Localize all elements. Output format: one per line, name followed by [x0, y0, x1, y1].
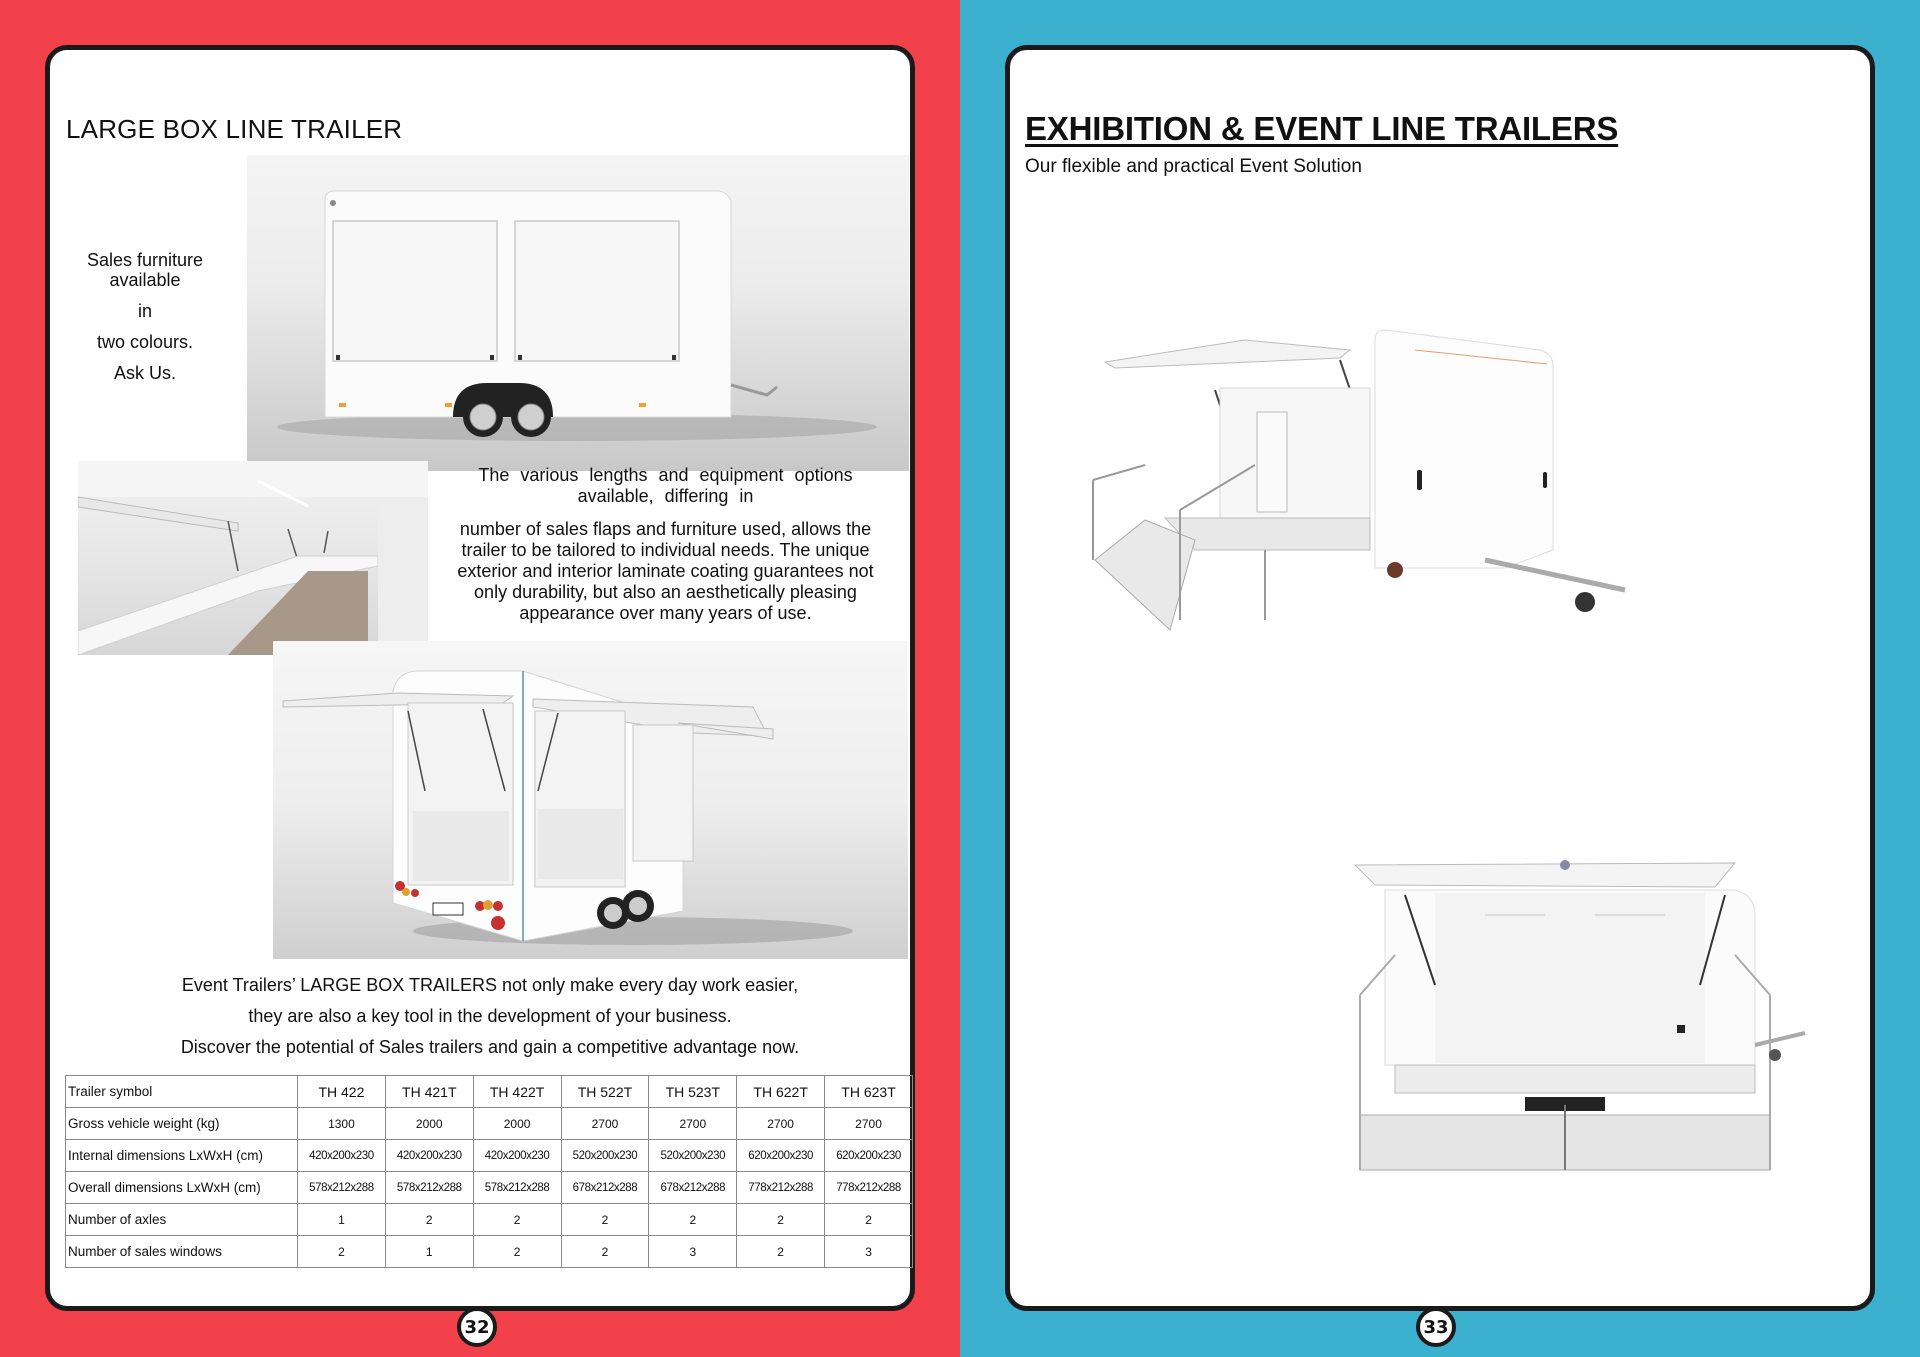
table-cell: 578x212x288	[298, 1172, 386, 1204]
table-cell: 520x200x230	[561, 1140, 649, 1172]
table-cell: 2000	[385, 1108, 473, 1140]
caption-line-1: Event Trailers’ LARGE BOX TRAILERS not only make every day work easier,	[181, 975, 799, 995]
table-cell: 2000	[473, 1108, 561, 1140]
table-row	[66, 1172, 913, 1204]
table-cell: 1300	[298, 1108, 386, 1140]
table-cell: 2	[737, 1204, 825, 1236]
table-cell: 678x212x288	[649, 1172, 737, 1204]
table-row	[66, 1236, 913, 1268]
table-cell: 2700	[737, 1108, 825, 1140]
box-trailer-side-view-image	[247, 155, 909, 471]
table-cell: 620x200x230	[737, 1140, 825, 1172]
table-cell: 420x200x230	[473, 1140, 561, 1172]
page-number-badge: 32	[457, 1307, 497, 1347]
event-trailer-side-stage-image	[1085, 320, 1655, 660]
table-header-cell: TH 421T	[385, 1076, 473, 1108]
table-cell: 778x212x288	[825, 1172, 913, 1204]
row-label: Gross vehicle weight (kg)	[66, 1108, 298, 1140]
caption-line-2: they are also a key tool in the development of your business.	[248, 1006, 732, 1026]
table-cell: 2	[385, 1204, 473, 1236]
description-paragraph-2: number of sales flaps and furniture used, allows the trailer to be tailored to individual needs. The unique exterior and interior laminate coating guarantees not only durability, but also an aesthetically pleasing appearance over many years of use.	[457, 519, 874, 623]
table-row	[66, 1108, 913, 1140]
row-label: Internal dimensions LxWxH (cm)	[66, 1140, 298, 1172]
table-cell: 2	[561, 1204, 649, 1236]
table-header-cell: TH 622T	[737, 1076, 825, 1108]
table-cell: 420x200x230	[298, 1140, 386, 1172]
table-cell: 520x200x230	[649, 1140, 737, 1172]
page-title: LARGE BOX LINE TRAILER	[66, 114, 403, 144]
table-header-cell: TH 623T	[825, 1076, 913, 1108]
table-cell: 2	[473, 1204, 561, 1236]
table-cell: 2	[737, 1236, 825, 1268]
table-cell: 2	[473, 1236, 561, 1268]
description-paragraph-1: The various lengths and equipment options available, differing in	[478, 465, 853, 506]
table-cell: 778x212x288	[737, 1172, 825, 1204]
row-label: Number of sales windows	[66, 1236, 298, 1268]
table-cell: 678x212x288	[561, 1172, 649, 1204]
note-line: available	[109, 270, 181, 290]
row-label: Overall dimensions LxWxH (cm)	[66, 1172, 298, 1204]
left-page	[45, 45, 915, 1311]
table-row	[66, 1140, 913, 1172]
specs-table	[65, 1075, 913, 1268]
caption-line-3: Discover the potential of Sales trailers and gain a competitive advantage now.	[180, 1037, 800, 1057]
table-header-cell: TH 523T	[649, 1076, 737, 1108]
trailer-interior-image	[78, 461, 428, 655]
table-header-cell: Trailer symbol	[66, 1076, 298, 1108]
sales-furniture-note	[70, 250, 220, 394]
right-page	[1005, 45, 1875, 1311]
note-line: Sales furniture	[86, 250, 204, 270]
table-cell: 3	[825, 1236, 913, 1268]
table-cell: 2700	[825, 1108, 913, 1140]
table-header-cell: TH 422T	[473, 1076, 561, 1108]
event-trailer-front-stage-image	[1335, 815, 1825, 1185]
table-cell: 2700	[649, 1108, 737, 1140]
table-cell: 2700	[561, 1108, 649, 1140]
table-cell: 420x200x230	[385, 1140, 473, 1172]
trailer-description	[443, 465, 888, 624]
table-cell: 2	[298, 1236, 386, 1268]
table-row	[66, 1204, 913, 1236]
page-number-badge: 33	[1416, 1307, 1456, 1347]
table-cell: 2	[649, 1204, 737, 1236]
table-header-cell: TH 522T	[561, 1076, 649, 1108]
table-cell: 620x200x230	[825, 1140, 913, 1172]
page-subtitle: Our flexible and practical Event Solution	[1025, 156, 1362, 177]
table-cell: 1	[298, 1204, 386, 1236]
table-header-cell: TH 422	[298, 1076, 386, 1108]
table-cell: 2	[825, 1204, 913, 1236]
table-header-row	[66, 1076, 913, 1108]
table-cell: 578x212x288	[385, 1172, 473, 1204]
table-cell: 1	[385, 1236, 473, 1268]
table-cell: 3	[649, 1236, 737, 1268]
note-line: in	[137, 301, 152, 321]
row-label: Number of axles	[66, 1204, 298, 1236]
page-title: EXHIBITION & EVENT LINE TRAILERS	[1025, 110, 1619, 147]
box-trailer-open-flaps-image	[273, 641, 908, 959]
table-cell: 578x212x288	[473, 1172, 561, 1204]
table-cell: 2	[561, 1236, 649, 1268]
note-line: Ask Us.	[113, 363, 176, 383]
promo-caption	[110, 970, 870, 1063]
note-line: two colours.	[96, 332, 194, 352]
